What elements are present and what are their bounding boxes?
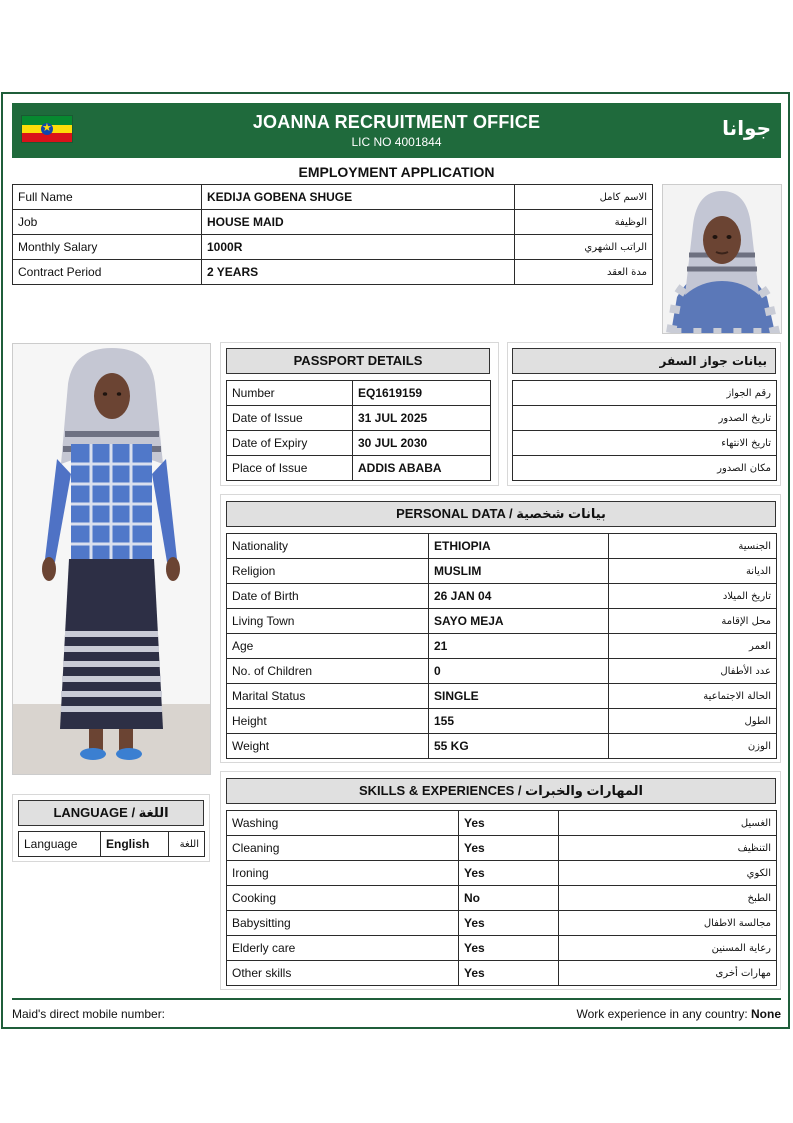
field-label: Monthly Salary: [13, 235, 202, 260]
field-value: MUSLIM: [429, 559, 609, 584]
field-value: HOUSE MAID: [202, 210, 515, 235]
mobile-number-label: Maid's direct mobile number:: [12, 1007, 166, 1021]
field-label: Place of Issue: [227, 456, 353, 481]
table-row: [227, 811, 777, 836]
office-title: JOANNA RECRUITMENT OFFICE: [252, 112, 541, 132]
summary-table: [12, 184, 653, 285]
skill-label-arabic: التنظيف: [559, 836, 777, 861]
field-value: 55 KG: [429, 734, 609, 759]
table-row: [513, 431, 777, 456]
form-title: EMPLOYMENT APPLICATION: [298, 164, 495, 180]
language-value: English: [101, 832, 169, 857]
skill-label: Ironing: [227, 861, 459, 886]
skill-label: Cleaning: [227, 836, 459, 861]
field-value: 30 JUL 2030: [353, 431, 491, 456]
table-row: [513, 381, 777, 406]
table-row: [13, 260, 653, 285]
field-value: SAYO MEJA: [429, 609, 609, 634]
skill-value: Yes: [459, 811, 559, 836]
field-value: EQ1619159: [353, 381, 491, 406]
field-value: 155: [429, 709, 609, 734]
field-label-arabic: تاريخ الميلاد: [609, 584, 777, 609]
personal-data-section-title: PERSONAL DATA / بيانات شخصية: [226, 501, 776, 527]
skill-value: Yes: [459, 861, 559, 886]
table-row: [513, 456, 777, 481]
field-label: Date of Issue: [227, 406, 353, 431]
field-label: Marital Status: [227, 684, 429, 709]
skills-section-title: SKILLS & EXPERIENCES / المهارات والخبرات: [226, 778, 776, 804]
language-table: [18, 831, 205, 857]
table-row: [227, 659, 777, 684]
field-label: Age: [227, 634, 429, 659]
field-label-arabic: محل الإقامة: [609, 609, 777, 634]
field-label-arabic: تاريخ الانتهاء: [513, 431, 777, 456]
field-value: ADDIS ABABA: [353, 456, 491, 481]
skill-label-arabic: الطبخ: [559, 886, 777, 911]
table-row: [227, 961, 777, 986]
field-value: SINGLE: [429, 684, 609, 709]
skill-value: No: [459, 886, 559, 911]
field-label-arabic: الوزن: [609, 734, 777, 759]
skill-label: Elderly care: [227, 936, 459, 961]
field-value: 0: [429, 659, 609, 684]
skill-label: Cooking: [227, 886, 459, 911]
table-row: [227, 936, 777, 961]
passport-section-title-arabic: بيانات جواز السفر: [512, 348, 776, 374]
skill-label-arabic: رعاية المسنين: [559, 936, 777, 961]
table-row: [227, 684, 777, 709]
field-value: 21: [429, 634, 609, 659]
field-label-arabic: الحالة الاجتماعية: [609, 684, 777, 709]
field-label-arabic: الديانة: [609, 559, 777, 584]
skill-label-arabic: مجالسة الاطفال: [559, 911, 777, 936]
table-row: [227, 559, 777, 584]
table-row: [227, 609, 777, 634]
table-row: [13, 235, 653, 260]
skill-label: Other skills: [227, 961, 459, 986]
field-label-arabic: تاريخ الصدور: [513, 406, 777, 431]
table-row: [227, 584, 777, 609]
work-experience: [576, 1007, 781, 1021]
skill-label: Washing: [227, 811, 459, 836]
table-row: [227, 734, 777, 759]
field-label: Date of Expiry: [227, 431, 353, 456]
skill-label-arabic: الغسيل: [559, 811, 777, 836]
table-row: [227, 861, 777, 886]
field-value: ETHIOPIA: [429, 534, 609, 559]
field-label-arabic: رقم الجواز: [513, 381, 777, 406]
field-label-arabic: الطول: [609, 709, 777, 734]
table-row: [13, 185, 653, 210]
field-label: No. of Children: [227, 659, 429, 684]
skill-value: Yes: [459, 961, 559, 986]
field-value: KEDIJA GOBENA SHUGE: [202, 185, 515, 210]
work-experience-value: None: [751, 1007, 781, 1021]
field-label: Nationality: [227, 534, 429, 559]
header-banner: [12, 103, 781, 158]
field-label-arabic: العمر: [609, 634, 777, 659]
passport-table: [226, 380, 491, 481]
table-row: [227, 456, 491, 481]
skill-value: Yes: [459, 911, 559, 936]
field-label-arabic: الوظيفة: [515, 210, 653, 235]
field-label-arabic: الراتب الشهري: [515, 235, 653, 260]
field-label: Full Name: [13, 185, 202, 210]
work-experience-label: Work experience in any country:: [576, 1007, 748, 1021]
table-row: [227, 836, 777, 861]
field-label: Number: [227, 381, 353, 406]
field-value: 2 YEARS: [202, 260, 515, 285]
language-label-arabic: اللغة: [169, 832, 205, 857]
passport-section-title: PASSPORT DETAILS: [226, 348, 490, 374]
skills-table: [226, 810, 777, 986]
skill-value: Yes: [459, 836, 559, 861]
table-row: [227, 406, 491, 431]
table-row: [13, 210, 653, 235]
table-row: [227, 431, 491, 456]
field-label: Job: [13, 210, 202, 235]
license-number: LIC NO 4001844: [351, 135, 442, 149]
field-label-arabic: الجنسية: [609, 534, 777, 559]
language-label: Language: [19, 832, 101, 857]
language-section-title: LANGUAGE / اللغة: [18, 800, 204, 826]
table-row: [227, 381, 491, 406]
field-value: 31 JUL 2025: [353, 406, 491, 431]
footer-divider: [12, 998, 781, 1000]
field-value: 1000R: [202, 235, 515, 260]
field-label: Living Town: [227, 609, 429, 634]
table-row: [513, 406, 777, 431]
full-body-photo: [12, 343, 211, 775]
arabic-office-name: جوانا: [722, 116, 771, 140]
field-label: Date of Birth: [227, 584, 429, 609]
field-label-arabic: الاسم كامل: [515, 185, 653, 210]
field-label: Weight: [227, 734, 429, 759]
field-label: Height: [227, 709, 429, 734]
field-label: Religion: [227, 559, 429, 584]
skill-label-arabic: الكوي: [559, 861, 777, 886]
field-label: Contract Period: [13, 260, 202, 285]
table-row: [227, 709, 777, 734]
table-row: [19, 832, 205, 857]
table-row: [227, 911, 777, 936]
headshot-photo: [662, 184, 782, 334]
skill-label-arabic: مهارات أخرى: [559, 961, 777, 986]
table-row: [227, 886, 777, 911]
personal-data-table: [226, 533, 777, 759]
passport-arabic-table: [512, 380, 777, 481]
field-label-arabic: مكان الصدور: [513, 456, 777, 481]
table-row: [227, 634, 777, 659]
skill-value: Yes: [459, 936, 559, 961]
field-label-arabic: عدد الأطفال: [609, 659, 777, 684]
field-label-arabic: مدة العقد: [515, 260, 653, 285]
skill-label: Babysitting: [227, 911, 459, 936]
table-row: [227, 534, 777, 559]
field-value: 26 JAN 04: [429, 584, 609, 609]
